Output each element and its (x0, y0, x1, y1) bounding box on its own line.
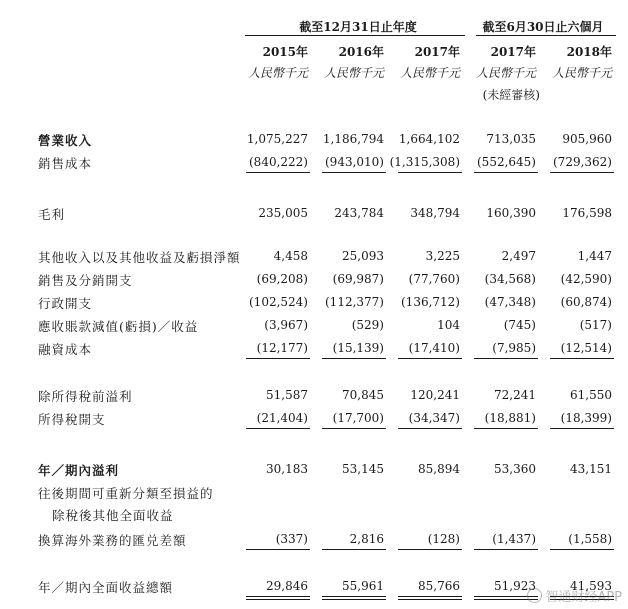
row-value: (47,348) (484, 295, 536, 309)
row-value: 41,593 (570, 579, 612, 593)
row-value: (34,568) (484, 272, 536, 286)
header-group-six-months: 截至6月30日止六個月 (482, 20, 604, 34)
row-value: (17,700) (332, 411, 384, 425)
row-value: 43,151 (570, 462, 612, 476)
subtotal-rule (398, 172, 462, 173)
row-value: 2,497 (501, 249, 536, 263)
total-double-rule (246, 596, 310, 600)
row-value: (529) (351, 318, 384, 332)
row-label: 融資成本 (38, 342, 93, 357)
row-value: (840,222) (249, 155, 308, 169)
row-value: (34,347) (408, 411, 460, 425)
row-value: 53,360 (494, 462, 536, 476)
row-label: 除稅後其他全面收益 (52, 508, 174, 523)
row-value: 713,035 (486, 132, 536, 146)
subtotal-rule (550, 428, 614, 429)
row-value: (1,558) (568, 532, 612, 546)
row-label: 營業收入 (38, 133, 93, 148)
subtotal-rule (550, 358, 614, 359)
unit-2016: 人民幣千元 (323, 66, 384, 80)
row-value: (7,985) (492, 341, 536, 355)
row-value: 70,845 (342, 388, 384, 402)
subtotal-rule (246, 549, 310, 550)
row-value: (12,177) (256, 341, 308, 355)
subtotal-rule (474, 358, 538, 359)
subtotal-rule (474, 172, 538, 173)
row-value: (3,967) (264, 318, 308, 332)
row-value: 29,846 (266, 579, 308, 593)
row-label: 銷售成本 (38, 156, 93, 171)
row-label: 應收賬款減值(虧損)／收益 (38, 319, 199, 334)
subtotal-rule (474, 549, 538, 550)
total-double-rule (322, 596, 386, 600)
total-double-rule (398, 596, 462, 600)
row-value: 160,390 (486, 206, 536, 220)
subtotal-rule (246, 358, 310, 359)
row-value: 905,960 (562, 132, 612, 146)
row-value: 2,816 (349, 532, 384, 546)
row-value: 55,961 (342, 579, 384, 593)
watermark-logo-icon (527, 588, 542, 603)
year-2017-six-months: 2017年 (490, 45, 536, 59)
row-label: 年／期內溢利 (38, 463, 120, 478)
subtotal-rule (322, 172, 386, 173)
subtotal-rule (398, 428, 462, 429)
subtotal-rule (550, 549, 614, 550)
row-value: 1,664,102 (398, 132, 460, 146)
row-value: (517) (579, 318, 612, 332)
row-value: 72,241 (494, 388, 536, 402)
header-divider-six-months (476, 35, 616, 36)
header-divider-year-end (245, 35, 465, 36)
row-label: 年／期內全面收益總額 (38, 580, 174, 595)
row-value: (112,377) (325, 295, 384, 309)
row-value: (102,524) (249, 295, 308, 309)
subtotal-rule (322, 549, 386, 550)
subtotal-rule (322, 358, 386, 359)
unit-2017-six-months: 人民幣千元 (475, 66, 536, 80)
row-value: (136,712) (401, 295, 460, 309)
row-value: 235,005 (258, 206, 308, 220)
row-label: 除所得稅前溢利 (38, 389, 133, 404)
subtotal-rule (398, 358, 462, 359)
row-value: 348,794 (410, 206, 460, 220)
subtotal-rule (246, 428, 310, 429)
row-label: 所得稅開支 (38, 412, 106, 427)
row-value: 104 (437, 318, 460, 332)
row-value: 51,923 (494, 579, 536, 593)
unit-2018-six-months: 人民幣千元 (551, 66, 612, 80)
subtotal-rule (398, 549, 462, 550)
row-value: 61,550 (570, 388, 612, 402)
row-value: (1,437) (492, 532, 536, 546)
year-2016: 2016年 (338, 45, 384, 59)
watermark (527, 586, 622, 605)
row-value: (69,987) (332, 272, 384, 286)
row-label: 換算海外業務的匯兑差額 (38, 533, 187, 548)
row-value: 176,598 (562, 206, 612, 220)
row-value: 1,447 (577, 249, 612, 263)
unit-2015: 人民幣千元 (247, 66, 308, 80)
row-value: (337) (275, 532, 308, 546)
unaudited-note: (未經審核) (482, 88, 540, 102)
row-value: 4,458 (273, 249, 308, 263)
row-value: 85,766 (418, 579, 460, 593)
unit-2017: 人民幣千元 (399, 66, 460, 80)
row-value: 25,093 (342, 249, 384, 263)
row-value: 30,183 (266, 462, 308, 476)
row-value: (729,362) (553, 155, 612, 169)
row-label: 毛利 (38, 207, 66, 222)
row-value: (12,514) (560, 341, 612, 355)
watermark-text: 智通财经APP (545, 590, 622, 605)
row-value: 3,225 (425, 249, 460, 263)
row-label: 行政開支 (38, 296, 93, 311)
row-label: 銷售及分銷開支 (38, 273, 133, 288)
year-2017: 2017年 (414, 45, 460, 59)
row-value: 51,587 (266, 388, 308, 402)
year-2018-six-months: 2018年 (566, 45, 612, 59)
row-value: 243,784 (334, 206, 384, 220)
row-value: 1,186,794 (322, 132, 384, 146)
row-value: (77,760) (408, 272, 460, 286)
row-value: (69,208) (256, 272, 308, 286)
row-value: (552,645) (477, 155, 536, 169)
row-value: (943,010) (325, 155, 384, 169)
row-value: 53,145 (342, 462, 384, 476)
row-value: (15,139) (332, 341, 384, 355)
subtotal-rule (322, 428, 386, 429)
row-value: (18,399) (560, 411, 612, 425)
year-2015: 2015年 (262, 45, 308, 59)
subtotal-rule (246, 172, 310, 173)
row-value: 1,075,227 (246, 132, 308, 146)
row-value: (21,404) (256, 411, 308, 425)
subtotal-rule (550, 172, 614, 173)
row-label: 其他收入以及其他收益及虧損淨額 (38, 250, 241, 265)
row-value: (18,881) (484, 411, 536, 425)
row-value: 120,241 (410, 388, 460, 402)
row-value: (1,315,308) (389, 155, 460, 169)
row-value: (745) (503, 318, 536, 332)
header-group-year-end: 截至12月31日止年度 (299, 20, 417, 34)
subtotal-rule (474, 428, 538, 429)
row-value: (42,590) (560, 272, 612, 286)
row-value: 85,894 (418, 462, 460, 476)
row-value: (60,874) (560, 295, 612, 309)
row-value: (17,410) (408, 341, 460, 355)
row-label: 往後期間可重新分類至損益的 (38, 486, 214, 501)
row-value: (128) (427, 532, 460, 546)
